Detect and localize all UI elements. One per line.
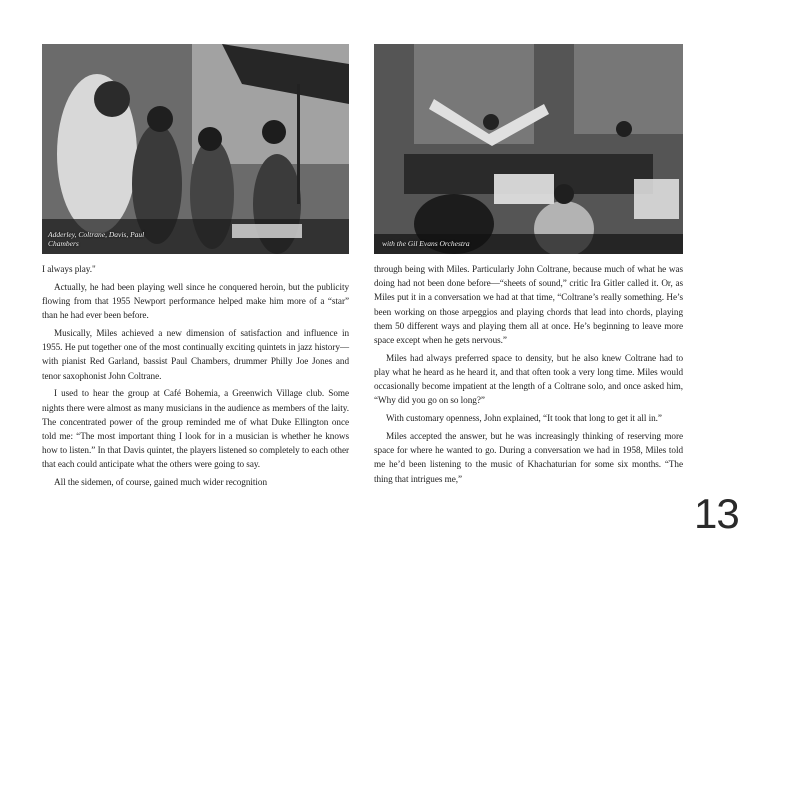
paragraph: All the sidemen, of course, gained much wider recognition (54, 477, 267, 488)
paragraph: I used to hear the group at Café Bohemia, a Greenwich Village club. Some nights there were almost as many musicians in the audience as members of the laity. The concentrated power of the group reminded me of what Duke Ellington once told me: “The most important thing I look for in a musician is whether he knows how to listen.” In that Davis quintet, the players listened so completely to each other that each could anticipate what the others were going to say. (42, 388, 349, 470)
page-number: 13 (694, 490, 739, 537)
right-text-column (374, 262, 683, 489)
paragraph: Actually, he had been playing well since he conquered heroin, but the publicity flowing from that 1955 Newport performance helped make him more of a “star” than he had ever been before. (42, 281, 349, 321)
photo-quintet-caption: Adderley, Coltrane, Davis, Paul Chambers (48, 230, 145, 248)
paragraph: through being with Miles. Particularly John Coltrane, because much of what he was doing had not been done before—“sheets of sound,” critic Ira Gitler called it. Or, as Miles put it in a conversation we had at that time, “Coltrane’s really something. He’s been working on those arpeggios and playing chords that lead into chords, playing them 50 different ways and playing them all at once. He’s beginning to leave more space except when he gets nervous.” (374, 264, 683, 346)
paragraph: Musically, Miles achieved a new dimension of satisfaction and influence in 1955. He put together one of the most continually exciting quintets in jazz history—with pianist Red Garland, bassist Paul Chambers, drummer Philly Joe Jones and tenor saxophonist John Coltrane. (42, 328, 349, 381)
photo-quintet-image (42, 44, 349, 254)
paragraph: Miles accepted the answer, but he was increasingly thinking of reserving more space for where he wanted to go. During a conversation we had in 1958, Miles told me he’d been listening to the music of Khachaturian for some six months. “The thing that intrigues me,” (374, 431, 683, 484)
photo-quintet (42, 44, 349, 254)
photo-orchestra (374, 44, 683, 254)
paragraph: Miles had always preferred space to density, but he also knew Coltrane had to play what he heard as he heard it, and that often took a very long time. Miles would occasionally become impatient at the length of a Coltrane solo, and once asked him, “Why did you go on so long?” (374, 352, 683, 406)
photo-orchestra-caption: with the Gil Evans Orchestra (382, 239, 470, 248)
left-text-column (42, 262, 349, 493)
photo-orchestra-image (374, 44, 683, 254)
paragraph: With customary openness, John explained, “It took that long to get it all in.” (386, 413, 662, 424)
paragraph: I always play." (42, 264, 96, 274)
